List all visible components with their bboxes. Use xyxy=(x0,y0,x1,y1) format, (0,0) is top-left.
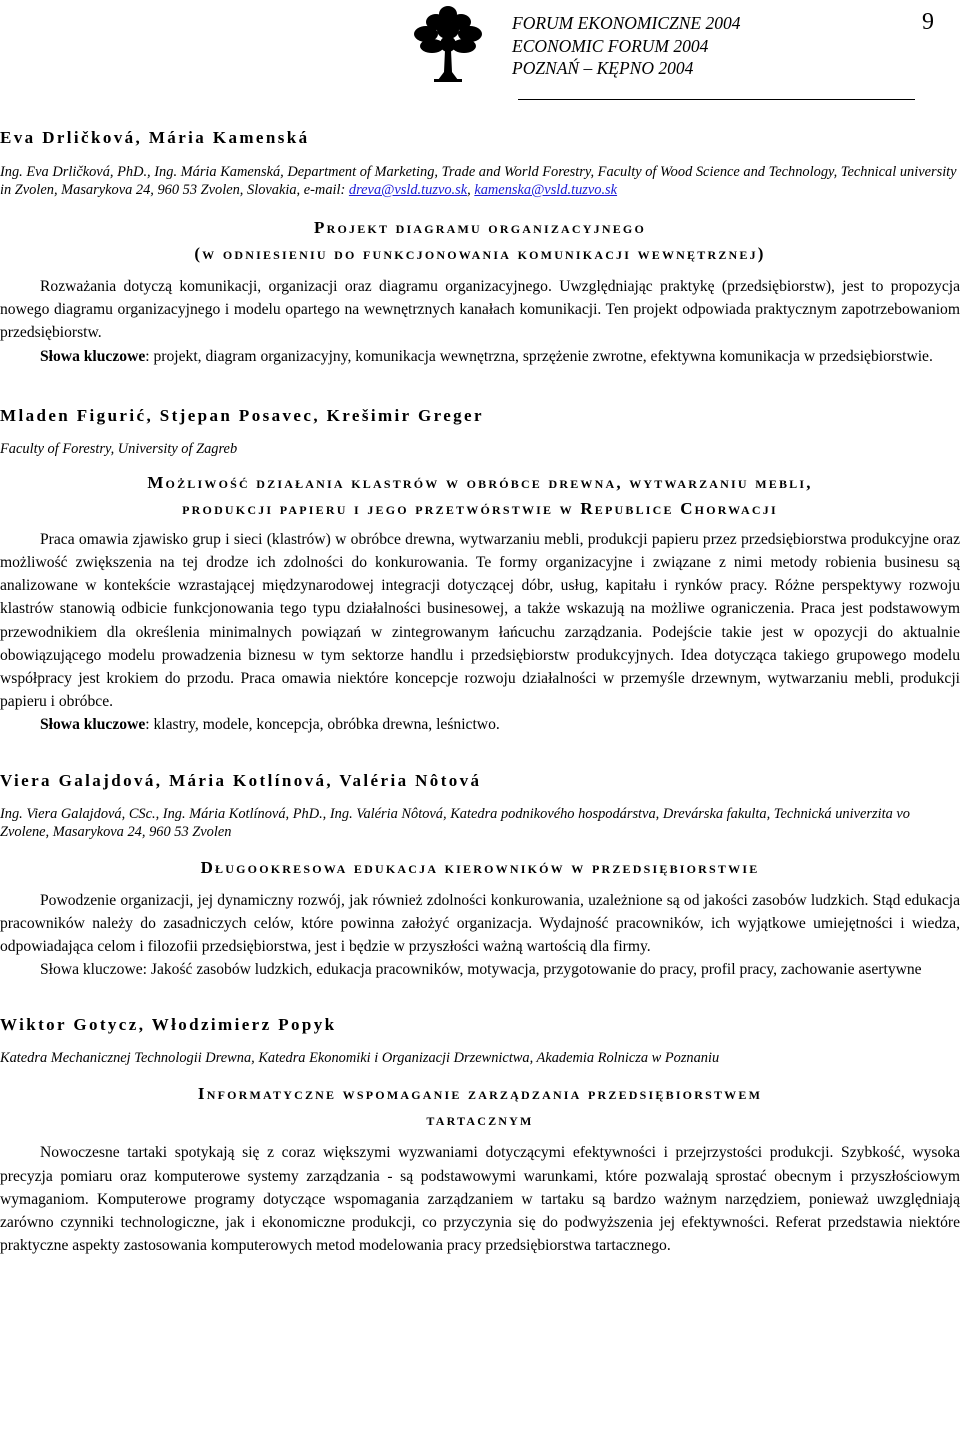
paper-title xyxy=(0,215,960,267)
abstract-text: Praca omawia zjawisko grup i sieci (klastrów) w obróbce drewna, wytwarzaniu mebli, produkcji papieru przez przedsiębiorstwa produkcyjne oraz możliwość zwiększenia na tej drodze ich zdolności do konkurowania. Te formy organizacyjne i związane z nimi metody robienia businesu są analizowane w kontekście wzrastającej międzynarodowej integracji dotyczącej dóbr, usług, kapitału i rynków pracy. Różne perspektywy rozwoju klastrów stanowią odbicie funkcjonowania tego typu działalności businesowej, a także wskazują na możliwe ograniczenia. Praca jest podstawowym przewodnikiem dla określenia minimalnych powiązań w zintegrowanym łańcuchu zarządzania. Podejście takie jest w opozycji do aktualnie obowiązującego modelu prowadzenia biznesu w tym sektorze handlu i przedsiębiorstw produkcyjnych. Idea dotycząca takiego grupowego modelu współpracy jest krokiem do przodu. Praca omawia niektóre koncepcje rozwoju działalności w przemyśle drzewnym, wytwarzaniu mebli, produkcji papieru i obróbce. xyxy=(0,530,960,711)
paper-title xyxy=(0,1081,960,1133)
paper-affiliation: Ing. Viera Galajdová, CSc., Ing. Mária Kotlínová, PhD., Ing. Valéria Nôtová, Katedra podnikového hospodárstva, Drevárska fakulta, Technická univerzita vo Zvolene, Masarykova 24, 960 53 Zvolen xyxy=(0,805,910,840)
paper-entry xyxy=(0,128,960,368)
conference-line: ECONOMIC FORUM 2004 xyxy=(512,35,709,56)
paper-authors: Wiktor Gotycz, Włodzimierz Popyk xyxy=(0,1015,337,1035)
paper-entry xyxy=(0,771,960,982)
paper-authors: Mladen Figurić, Stjepan Posavec, Krešimir Greger xyxy=(0,405,484,425)
keywords-label: Słowa kluczowe xyxy=(40,347,146,365)
keywords-label: Słowa kluczowe xyxy=(40,961,143,979)
paper-entry xyxy=(0,406,960,737)
paper-title xyxy=(0,470,960,522)
paper-abstract xyxy=(0,1141,960,1257)
page-header xyxy=(0,0,960,100)
abstract-text: Powodzenie organizacji, jej dynamiczny rozwój, jak również zdolności konkurowania, uzależnione są od jakości zasobów ludzkich. Stąd edukacja pracowników należy do zasadniczych celów, które powinna założyć organizacja. Wydajność pracowników, ich wyjątkowe umiejętności i wiedza, odpowiadająca celom i filozofii przedsiębiorstwa, jest i będzie w przyszłości ważną wartością dla firmy. xyxy=(0,891,960,956)
conference-title xyxy=(512,12,740,80)
paper-title-line: (w odniesieniu do funkcjonowania komunikacji wewnętrznej) xyxy=(194,244,766,263)
paper-title-line: produkcji papieru i jego przetwórstwie w Republice Chorwacji xyxy=(182,498,778,518)
abstract-text: Rozważania dotyczą komunikacji, organizacji oraz diagramu organizacyjnego. Uwzględniając praktykę (przedsiębiorstw), jest to propozycja nowego diagramu organizacyjnego i modelu opartego na wewnętrznych kanałach komunikacji. Ten projekt odpowiada praktycznym zapotrzebowaniom przedsiębiorstw. xyxy=(0,278,960,342)
paper-title-line: Informatyczne wspomaganie zarządzania przedsiębiorstwem xyxy=(197,1084,763,1104)
paper-affiliation: Katedra Mechanicznej Technologii Drewna, Katedra Ekonomiki i Organizacji Drzewnictwa, Akademia Rolnicza w Poznaniu xyxy=(0,1050,720,1067)
paper-affiliation: Ing. Eva Drličková, PhD., Ing. Mária Kamenská, Department of Marketing, Trade and World Forestry, Faculty of Wood Science and Technology, Technical university in Zvolen, Masarykova 24, 960 53 Zvolen, Slovakia, e-mail: dreva@vsld.tuzvo.sk, kamenska@vsld.tuzvo.sk xyxy=(0,164,957,198)
paper-affiliation: Faculty of Forestry, University of Zagreb xyxy=(0,440,238,457)
page-content xyxy=(0,128,960,1257)
paper-abstract xyxy=(0,528,960,737)
tree-logo-icon xyxy=(408,2,488,86)
paper-authors: Eva Drličková, Mária Kamenská xyxy=(0,128,310,147)
paper-abstract xyxy=(0,889,960,982)
conference-line: POZNAŃ – KĘPNO 2004 xyxy=(512,58,694,78)
email-link[interactable]: dreva@vsld.tuzvo.sk xyxy=(348,182,468,198)
paper-title xyxy=(0,855,960,881)
keywords-text: : projekt, diagram organizacyjny, komunikacja wewnętrzna, sprzężenie zwrotne, efektywna komunikacja w przedsiębiorstwie. xyxy=(145,347,933,365)
keywords-text: : klastry, modele, koncepcja, obróbka drewna, leśnictwo. xyxy=(145,716,500,734)
paper-title-line: Projekt diagramu organizacyjnego xyxy=(314,218,646,237)
page-number: 9 xyxy=(922,9,934,35)
paper-entry xyxy=(0,1015,960,1257)
keywords-text: : Jakość zasobów ludzkich, edukacja pracowników, motywacja, przygotowanie do pracy, profil pracy, zachowanie asertywne xyxy=(142,961,922,979)
paper-title-line: Możliwość działania klastrów w obróbce drewna, wytwarzaniu mebli, xyxy=(147,472,813,492)
email-link[interactable]: kamenska@vsld.tuzvo.sk xyxy=(474,182,618,198)
affiliation-text: Ing. Eva Drličková, PhD., Ing. Mária Kamenská, Department of Marketing, Trade and World Forestry, Faculty of Wood Science and Technology, Technical university in Zvolen, Masarykova 24, 960 53 Zvolen, Slovakia, e-mail: xyxy=(0,164,957,198)
keywords-line xyxy=(0,345,960,368)
paper-title-line: Długookresowa edukacja kierowników w przedsiębiorstwie xyxy=(200,857,760,877)
paper-title-line: tartacznym xyxy=(426,1110,534,1130)
paper-abstract xyxy=(0,275,960,368)
keywords-line xyxy=(0,958,960,981)
keywords-label: Słowa kluczowe xyxy=(40,716,146,734)
conference-line: FORUM EKONOMICZNE 2004 xyxy=(512,13,741,33)
paper-authors: Viera Galajdová, Mária Kotlínová, Valéria Nôtová xyxy=(0,770,482,790)
keywords-line xyxy=(0,713,960,736)
header-rule xyxy=(518,99,915,100)
abstract-text: Nowoczesne tartaki spotykają się z coraz większymi wyzwaniami dotyczącymi efektywności i przejrzystości produkcji. Szybkość, wysoka precyzja pomiaru oraz komputerowe systemy zarządzania - są podstawowymi warunkami, które pozwalają sprostać obecnym i przyszłościowym wymaganiom. Komputerowe programy dotyczące wspomagania zarządzaniem w tartaku są bardzo ważnym narzędziem, ponieważ uwzględniają zarówno czynniki technologiczne, jak i ekonomiczne produkcji, co przyczynia się do podwyższenia jej efektywności. Referat przedstawia niektóre praktyczne aspekty zastosowania komputerowych metod modelowania pracy przedsiębiorstwa tartacznego. xyxy=(0,1144,960,1255)
